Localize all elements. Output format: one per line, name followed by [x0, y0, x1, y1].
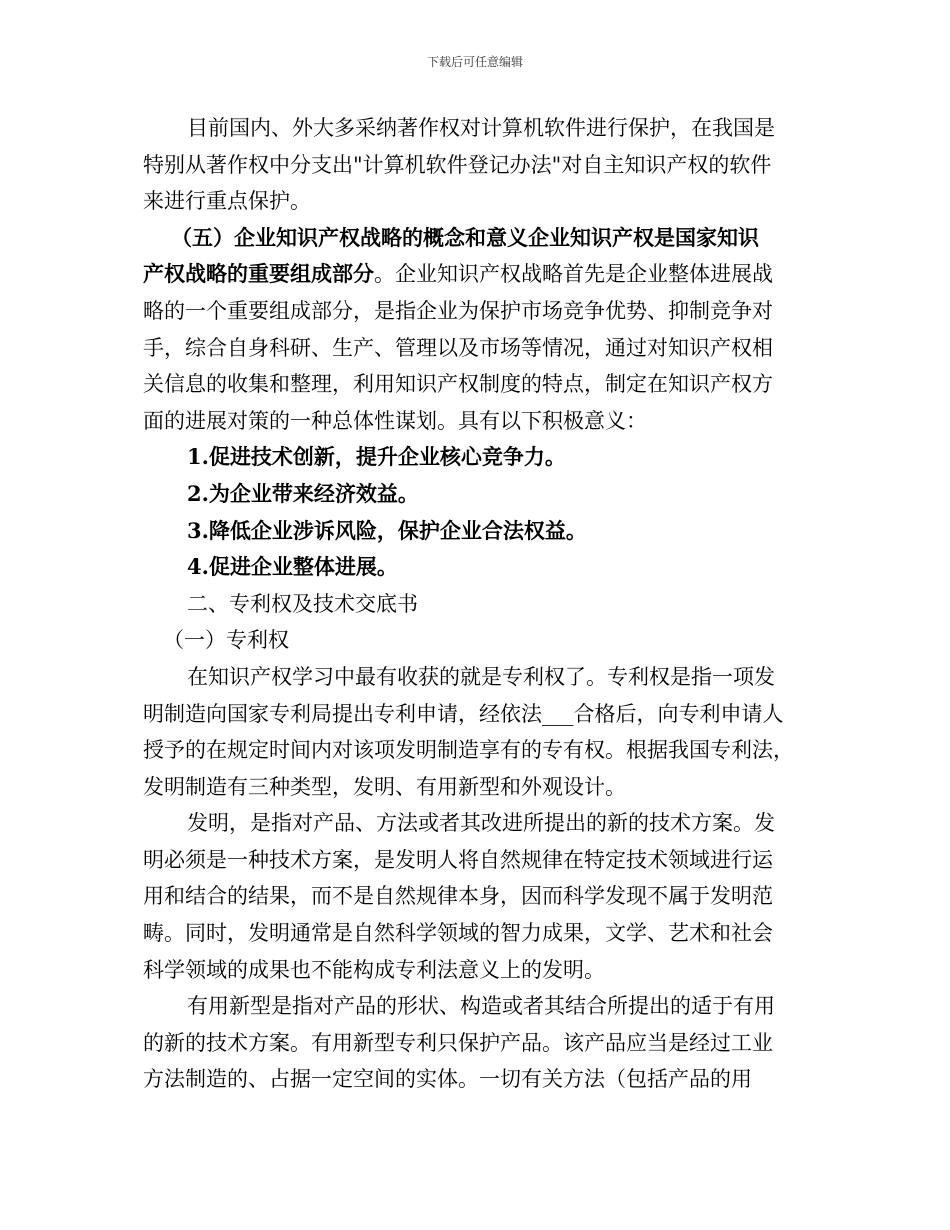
paragraph-line: 明必须是一种技术方案，是发明人将自然规律在特定技术领域进行运: [143, 847, 773, 872]
paragraph-text: 。企业知识产权战略首先是企业整体进展战: [374, 262, 773, 287]
paragraph-line: 的新的技术方案。有用新型专利只保护产品。该产品应当是经过工业: [143, 1030, 773, 1055]
paragraph-line: 有用新型是指对产品的形状、构造或者其结合所提出的适于有用: [187, 994, 775, 1019]
paragraph-line: 特别从著作权中分支出"计算机软件登记办法"对自主知识产权的软件: [143, 152, 772, 177]
paragraph-line: 畴。同时，发明通常是自然科学领域的智力成果，文学、艺术和社会: [143, 921, 773, 946]
paragraph-line: 面的进展对策的一种总体性谋划。具有以下积极意义：: [143, 408, 647, 433]
paragraph-line: 在知识产权学习中最有收获的就是专利权了。专利权是指一项发: [187, 664, 775, 689]
paragraph-line: 略的一个重要组成部分，是指企业为保护市场竞争优势、抑制竞争对: [143, 298, 773, 323]
paragraph-line: 手，综合自身科研、生产、管理以及市场等情况，通过对知识产权相: [143, 335, 773, 360]
paragraph-line: [143, 256, 813, 293]
paragraph-line: 关信息的收集和整理，利用知识产权制度的特点，制定在知识产权方: [143, 372, 773, 397]
paragraph-line: 授予的在规定时间内对该项发明制造享有的专有权。根据我国专利法，: [143, 738, 794, 763]
paragraph-line: 方法制造的、占据一定空间的实体。一切有关方法（包括产品的用: [143, 1067, 752, 1092]
paragraph-line: 来进行重点保护。: [143, 189, 311, 214]
document-body: [143, 110, 813, 1098]
paragraph-line: 明制造向国家专利局提出专利申请，经依法___合格后，向专利申请人: [143, 701, 784, 726]
paragraph-line: 发明，是指对产品、方法或者其改进所提出的新的技术方案。发: [187, 811, 775, 836]
paragraph-line: 用和结合的结果，而不是自然规律本身，因而科学发现不属于发明范: [143, 884, 773, 909]
list-item: 3.降低企业涉诉风险，保护企业合法权益。: [187, 517, 587, 543]
subsection-heading: （一）专利权: [163, 628, 289, 653]
section-heading-continued: 产权战略的重要组成部分: [143, 261, 374, 287]
paragraph-line: 目前国内、外大多采纳著作权对计算机软件进行保护，在我国是: [187, 116, 775, 140]
list-item: 1.促进技术创新，提升企业核心竞争力。: [187, 444, 566, 470]
paragraph-line: 科学领域的成果也不能构成专利法意义上的发明。: [143, 957, 605, 982]
section-heading: 二、专利权及技术交底书: [187, 591, 418, 616]
header-note: 下载后可任意编辑: [426, 55, 523, 69]
list-item: 2.为企业带来经济效益。: [187, 480, 419, 506]
paragraph-line: 发明制造有三种类型，发明、有用新型和外观设计。: [143, 774, 626, 799]
list-item: 4.促进企业整体进展。: [187, 554, 398, 580]
section-heading: （五）企业知识产权战略的概念和意义企业知识产权是国家知识: [171, 224, 759, 250]
